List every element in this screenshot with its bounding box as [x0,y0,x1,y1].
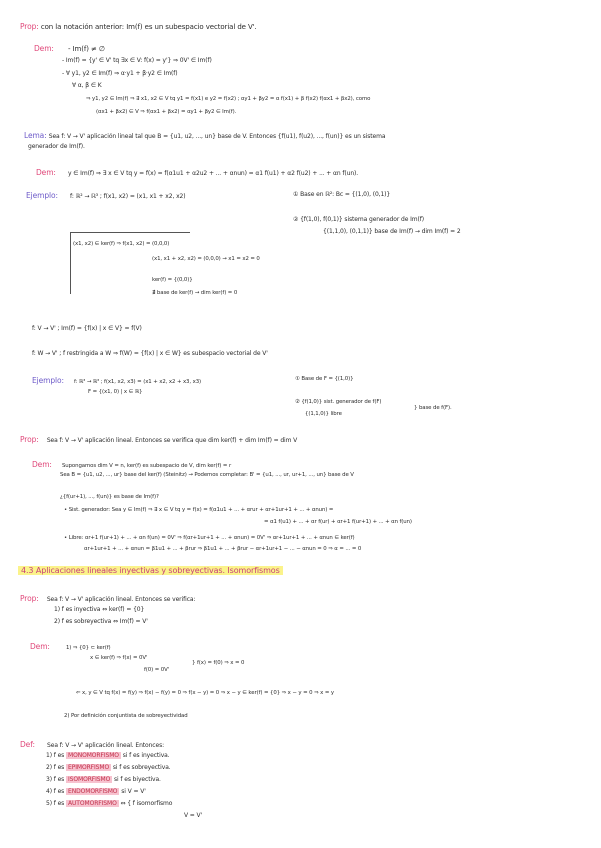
ejemplo1-ker3: ker(f) = {(0,0)} [152,277,193,283]
section-title: 4.3 Aplicaciones lineales inyectivas y sobreyectivas. Isomorfismos [18,566,283,575]
def-item1 [46,752,170,760]
dem3-text7: αr+1ur+1 + ... + αnun = β1u1 + ... + βrur ⇒ β1u1 + ... + βrur − αr+1ur+1 − ... − αnun = 0 ⇒ α = ... = 0 [84,546,362,552]
dem3-text4: • Sist. generador: Sea y ∈ Im(f) ⇒ ∃ x ∈ V tq y = f(x) = f(α1u1 + ... + αrur + αr+1ur+1 + ... + αnun) = [64,507,334,513]
def-item4-b: si V = V' [121,788,146,795]
prop1-text: con la notación anterior: Im(f) es un subespacio vectorial de V'. [40,23,257,31]
ejemplo1-bracket-line [70,232,71,294]
lema-line2: generador de Im(f). [28,143,85,150]
def-item2-keyword: EPIMORFISMO [68,764,110,771]
prop3-text1: Sea f: V → V' aplicación lineal. Entonces se verifica: [46,596,196,603]
def-item3-a: 3) f es [46,776,65,783]
prop2-line [20,435,297,445]
ejemplo1-ker2: (x1, x1 + x2, x2) = (0,0,0) → x1 = x2 = 0 [152,256,260,262]
lema-text1: Sea f: V → V' aplicación lineal tal que B = {u1, u2, ..., un} base de V. Entonces {f(u1), f(u2), ..., f(un)} es un sistema [48,133,386,140]
lema-label: Lema: [24,131,47,140]
lema-line1 [24,131,385,141]
def-item1-a: 1) f es [46,752,65,759]
ejemplo2-label: Ejemplo: [32,376,64,385]
prop3-text2: 1) f es inyectiva ⇔ ker(f) = {0} [54,606,145,613]
dem3-text2: Sea B = {u1, u2, ..., ur} base del ker(f) (Steinitz) → Podemos completar: B' = {u1, ..., ur, ur+1, ..., un} base de V [60,472,354,478]
dem4-text6: 2) Por definición conjuntista de sobreyectividad [64,713,188,719]
dem2-text: y ∈ Im(f) ⇒ ∃ x ∈ V tq y = f(x) = f(α1u1 + α2u2 + ... + αnun) = α1 f(u1) + α2 f(u2) + ... + αn f(un). [67,170,359,177]
ejemplo2-text2: F = {(x1, 0) | x ∈ ℝ} [88,389,143,395]
prop2-label: Prop: [20,435,39,444]
def-item5-c: V = V' [184,812,203,819]
def-item3 [46,776,161,784]
def-item5-a: 5) f es [46,800,65,807]
def-item3-b: si f es biyectiva. [114,776,161,783]
prop3-label: Prop: [20,594,39,603]
ejemplo1-label: Ejemplo: [26,191,58,200]
dem1-line1: - Im(f) ≠ ∅ [67,45,105,53]
ejemplo2-line1 [32,376,201,386]
ejemplo1-text1: f: ℝ² → ℝ³ ; f(x1, x2) = (x1, x1 + x2, x2) [70,193,186,200]
prop1-label: Prop: [20,22,39,31]
def-item4 [46,788,146,796]
dem3-text6: • Libre: αr+1 f(ur+1) + ... + αn f(un) = 0V' ⇒ f(αr+1ur+1 + ... + αnun) = 0V' ⇒ αr+1ur+1 + ... + αnun ∈ ker(f) [64,535,355,541]
dem4-line1 [30,642,111,652]
dem4-text1: 1) ⇒ {0} ⊂ ker(f) [65,645,111,651]
prop1-line [20,22,257,32]
def-text1: Sea f: V → V' aplicación lineal. Entonces: [47,742,165,749]
def-item4-keyword: ENDOMORFISMO [68,788,118,795]
ejemplo1-sistgen: ② {f(1,0), f(0,1)} sistema generador de Im(f) [293,216,425,223]
ejemplo2-r2a: ② {f(1,0)} sist. generador de f(F) [295,399,382,405]
ejemplo1-bracket-top [70,232,190,233]
dem3-text1: Supongamos dim V = n, ker(f) es subespacio de V, dim ker(f) = r [61,463,232,469]
def-line1 [20,740,164,750]
dem3-line1 [32,460,231,470]
ejemplo1-ker4: ∄ base de ker(f) → dim ker(f) = 0 [152,290,238,296]
dem1-line3: - ∀ y1, y2 ∈ Im(f) ⇒ α·y1 + β·y2 ∈ Im(f) [62,70,178,77]
def-item5-b: ⇔ { f isomorfismo [120,800,173,807]
def-item1-keyword: MONOMORFISMO [68,752,119,759]
prop2-text: Sea f: V → V' aplicación lineal. Entonces se verifica que dim ker(f) + dim Im(f) = dim V [46,437,298,444]
ejemplo1-line1 [26,191,185,201]
dem4-text3: f(0) = 0V' [144,667,170,673]
dem1-line6: (αx1 + βx2) ∈ V ⇒ f(αx1 + βx2) = αy1 + βy2 ∈ Im(f). [96,109,237,115]
dem1-line2: - Im(f) = {y' ∈ V' tq ∃x ∈ V: f(x) = y'} ⇒ 0V' ∈ Im(f) [62,57,212,64]
dem4-label: Dem: [30,642,50,651]
def-item5 [46,800,172,808]
dem1-label: Dem: [34,44,54,53]
note1: f: V → V' ; Im(f) = {f(x) | x ∈ V} = f(V) [32,325,142,332]
dem1-label-line [34,44,105,54]
ejemplo2-r1: ① Base de F = {(1,0)} [295,376,354,382]
def-label: Def: [20,740,35,749]
note2: f: W → V' ; f restringida a W ⇒ f(W) = {f(x) | x ∈ W} es subespacio vectorial de V' [32,350,268,357]
dem3-text5: = α1 f(u1) + ... + αr f(ur) + αr+1 f(ur+1) + ... + αn f(un) [264,519,412,525]
prop3-text3: 2) f es sobreyectiva ⇔ Im(f) = V' [54,618,148,625]
dem4-text4: } f(x) = f(0) ⇒ x = 0 [192,660,245,666]
def-item4-a: 4) f es [46,788,65,795]
def-item3-keyword: ISOMORFISMO [68,776,111,783]
dem1-line4: ∀ α, β ∈ K [72,82,102,89]
prop3-line1 [20,594,195,604]
dem2-label: Dem: [36,168,56,177]
def-item2-b: si f es sobreyectiva. [112,764,171,771]
dem4-text5: ⇐ x, y ∈ V tq f(x) = f(y) ⇒ f(x) − f(y) = 0 ⇒ f(x − y) = 0 ⇒ x − y ∈ ker(f) = {0} ⇒ x − y = 0 ⇒ x = y [76,690,334,696]
ejemplo1-baseim: {(1,1,0), (0,1,1)} base de Im(f) → dim Im(f) = 2 [323,228,461,235]
ejemplo2-text1: f: ℝ³ → ℝ³ ; f(x1, x2, x3) = (x1 + x2, x2 + x3, x3) [74,379,202,385]
dem4-text2: x ∈ ker(f) ⇒ f(x) = 0V' [90,655,148,661]
ejemplo2-r2b: {(1,1,0)} libre [305,411,342,417]
dem3-label: Dem: [32,460,52,469]
def-item2 [46,764,171,772]
ejemplo1-ker1: (x1, x2) ∈ ker(f) ⇒ f(x1, x2) = (0,0,0) [73,241,170,247]
ejemplo1-base: ① Base en ℝ²: Bc = {(1,0), (0,1)} [293,191,391,198]
ejemplo2-r2c: } base de f(F). [414,405,452,411]
dem1-line5: ⇒ y1, y2 ∈ Im(f) ⇒ ∃ x1, x2 ∈ V tq y1 = f(x1) e y2 = f(x2) ; αy1 + βy2 = α f(x1) + β f(x2) f(αx1 + βx2), como [86,96,371,102]
def-item5-keyword: AUTOMORFISMO [68,800,117,807]
dem3-text3: ¿{f(ur+1), ..., f(un)} es base de Im(f)? [60,494,159,500]
dem2-line [36,168,358,178]
def-item1-b: si f es inyectiva. [122,752,170,759]
section-heading [18,566,283,576]
def-item2-a: 2) f es [46,764,65,771]
